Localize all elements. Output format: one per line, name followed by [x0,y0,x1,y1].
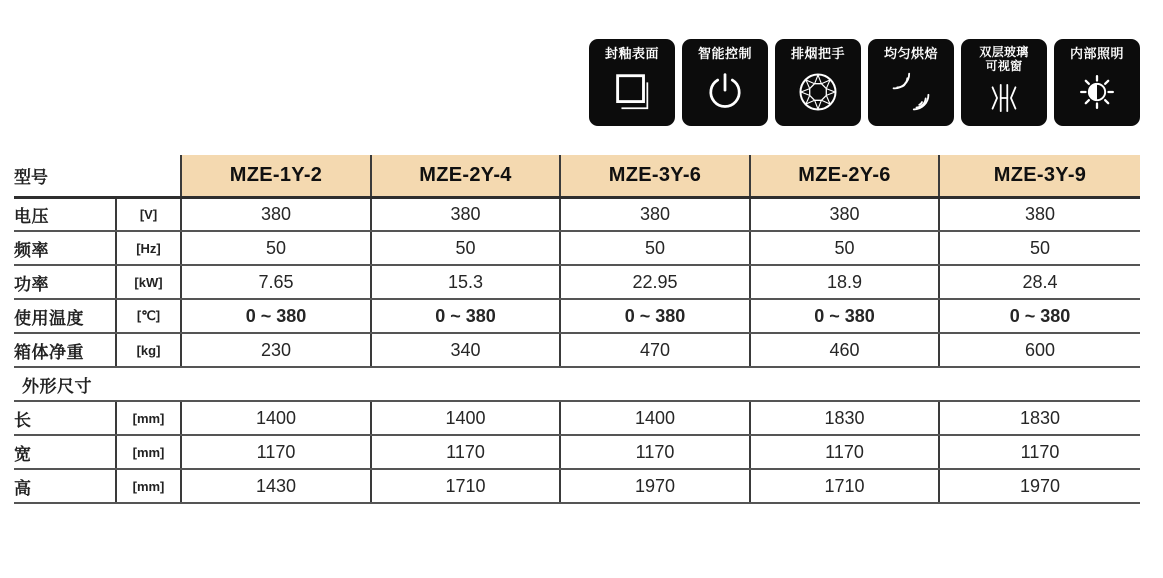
value-cell: 1170 [181,435,371,469]
unit-cell: [mm] [116,401,181,435]
value-cell: 340 [371,333,560,367]
row-label: 频率 [14,231,116,265]
value-cell: 1710 [371,469,560,503]
value-cell: 380 [560,197,750,231]
value-cell: 1830 [750,401,939,435]
unit-cell: [kW] [116,265,181,299]
spec-table [14,155,1140,504]
model-header-cell: MZE-3Y-9 [939,155,1140,197]
value-cell: 50 [750,231,939,265]
power-icon [703,61,747,126]
value-cell: 1710 [750,469,939,503]
value-cell: 1170 [371,435,560,469]
value-cell: 380 [750,197,939,231]
value-cell: 50 [939,231,1140,265]
unit-cell: [kg] [116,333,181,367]
value-cell: 600 [939,333,1140,367]
value-cell: 1970 [560,469,750,503]
feature-label: 封釉表面 [604,46,659,61]
layered-squares-icon [609,61,655,126]
interior-light-icon [1074,61,1120,126]
value-cell: 380 [939,197,1140,231]
spec-row-power [14,265,1140,299]
feature-badge-double-glass-window [961,39,1047,126]
double-glass-icon [984,73,1024,126]
spec-row-frequency [14,231,1140,265]
value-cell: 1400 [371,401,560,435]
value-cell: 0 ~ 380 [560,299,750,333]
model-header-cell: MZE-2Y-6 [750,155,939,197]
feature-badge-smart-control [682,39,768,126]
value-cell: 7.65 [181,265,371,299]
feature-label-line2: 可视窗 [985,58,1023,73]
unit-cell: [℃] [116,299,181,333]
model-header-cell: MZE-2Y-4 [371,155,560,197]
model-row-label: 型号 [14,155,181,197]
value-cell: 1430 [181,469,371,503]
section-header-dimensions [14,367,1140,401]
value-cell: 50 [181,231,371,265]
feature-badge-even-baking [868,39,954,126]
spec-row-width [14,435,1140,469]
row-label: 长 [14,401,116,435]
feature-label: 双层玻璃 [979,45,1029,59]
value-cell: 0 ~ 380 [371,299,560,333]
value-cell: 1400 [560,401,750,435]
feature-badge-glazed-surface [589,39,675,126]
spec-row-temperature [14,299,1140,333]
value-cell: 0 ~ 380 [750,299,939,333]
unit-cell: [Hz] [116,231,181,265]
value-cell: 22.95 [560,265,750,299]
section-label: 外形尺寸 [14,367,1140,401]
row-label: 高 [14,469,116,503]
value-cell: 380 [181,197,371,231]
unit-cell: [V] [116,197,181,231]
value-cell: 1170 [750,435,939,469]
model-header-cell: MZE-3Y-6 [560,155,750,197]
value-cell: 230 [181,333,371,367]
feature-label: 智能控制 [697,46,752,61]
value-cell: 50 [371,231,560,265]
value-cell: 380 [371,197,560,231]
row-label: 电压 [14,197,116,231]
row-label: 使用温度 [14,299,116,333]
value-cell: 15.3 [371,265,560,299]
value-cell: 1970 [939,469,1140,503]
model-header-cell: MZE-1Y-2 [181,155,371,197]
value-cell: 1170 [560,435,750,469]
value-cell: 1170 [939,435,1140,469]
row-label: 功率 [14,265,116,299]
value-cell: 1400 [181,401,371,435]
unit-cell: [mm] [116,435,181,469]
model-header-row [14,155,1140,197]
value-cell: 0 ~ 380 [181,299,371,333]
feature-badge-exhaust-handle [775,39,861,126]
value-cell: 0 ~ 380 [939,299,1140,333]
row-label: 箱体净重 [14,333,116,367]
value-cell: 1830 [939,401,1140,435]
diamond-handle-icon [794,61,842,126]
value-cell: 18.9 [750,265,939,299]
heat-waves-icon [889,61,933,126]
spec-row-voltage [14,197,1140,231]
value-cell: 28.4 [939,265,1140,299]
value-cell: 460 [750,333,939,367]
feature-label: 内部照明 [1069,46,1124,61]
value-cell: 470 [560,333,750,367]
feature-label: 均匀烘焙 [883,46,938,61]
spec-row-net-weight [14,333,1140,367]
spec-row-length [14,401,1140,435]
spec-row-height [14,469,1140,503]
unit-cell: [mm] [116,469,181,503]
row-label: 宽 [14,435,116,469]
feature-badges [589,39,1140,126]
value-cell: 50 [560,231,750,265]
feature-badge-interior-lighting [1054,39,1140,126]
feature-label: 排烟把手 [790,46,845,61]
